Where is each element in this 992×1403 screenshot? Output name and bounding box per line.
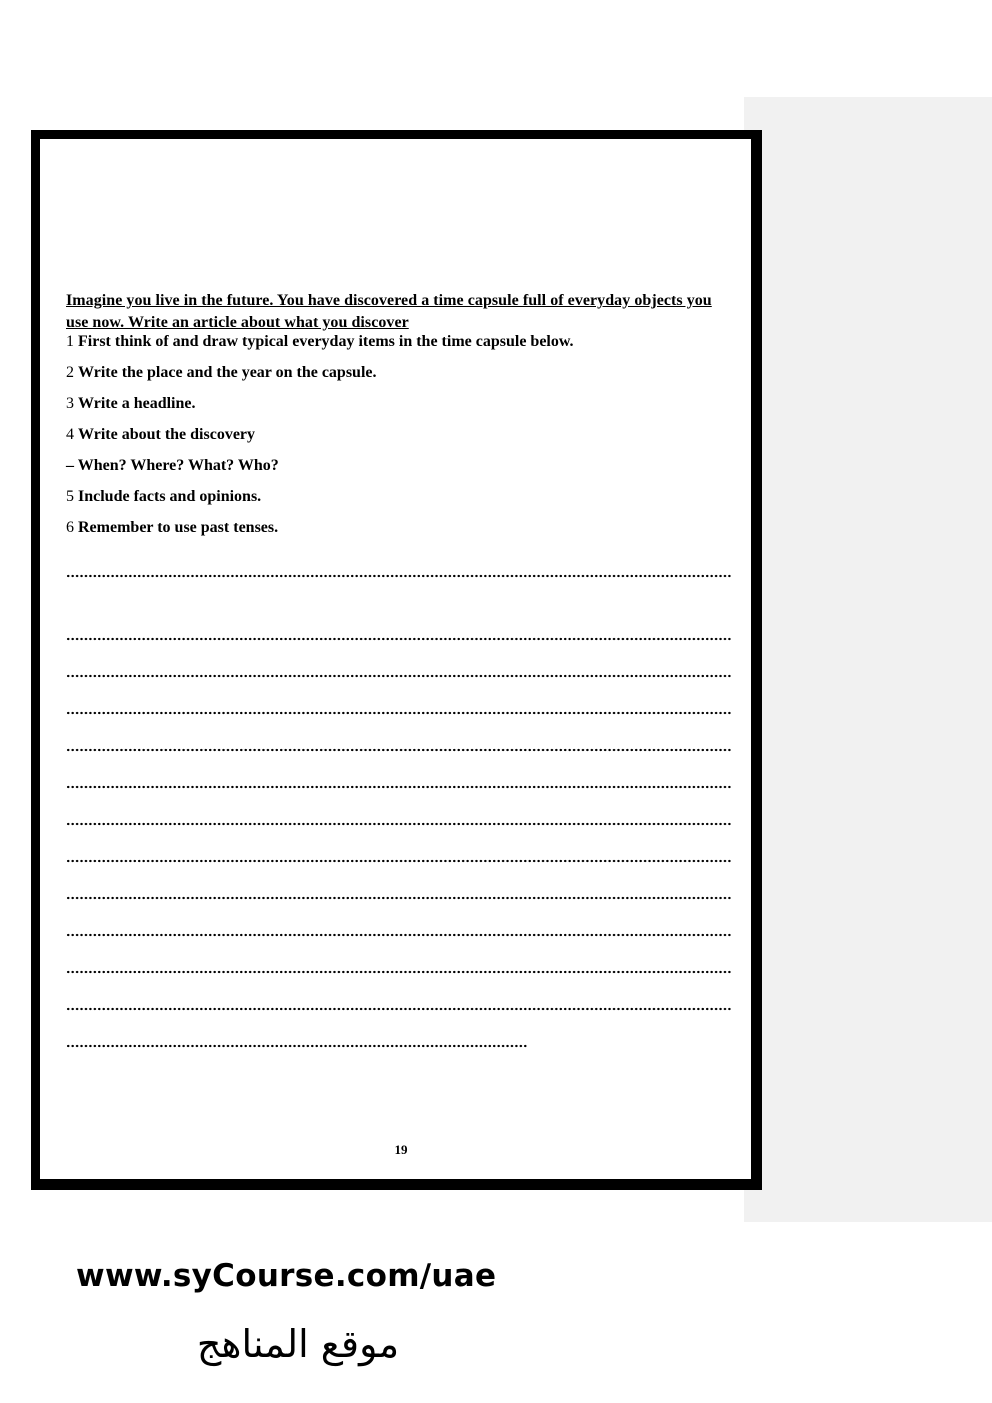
step-item <box>66 393 732 424</box>
writing-line[interactable] <box>66 785 732 789</box>
writing-line[interactable] <box>66 637 732 641</box>
writing-line[interactable] <box>66 896 732 900</box>
step-item <box>66 517 732 548</box>
step-item <box>66 424 732 455</box>
writing-line[interactable] <box>66 1044 528 1048</box>
step-number: 4 <box>66 426 74 443</box>
writing-line[interactable] <box>66 748 732 752</box>
steps-list <box>66 331 732 548</box>
step-number: 6 <box>66 519 74 536</box>
writing-line[interactable] <box>66 933 732 937</box>
step-item <box>66 331 732 362</box>
writing-line[interactable] <box>66 822 732 826</box>
comment-pane <box>744 97 992 1222</box>
writing-line[interactable] <box>66 711 732 715</box>
step-number: 3 <box>66 395 74 412</box>
writing-line[interactable] <box>66 859 732 863</box>
step-item <box>66 455 732 486</box>
page-number: 19 <box>394 1142 408 1157</box>
instruction-title: Imagine you live in the future. You have discovered a time capsule full of everyday objects you use now. Write an article about what you discover <box>66 292 712 331</box>
step-text: Write the place and the year on the capsule. <box>78 364 377 381</box>
step-text: First think of and draw typical everyday items in the time capsule below. <box>78 333 574 350</box>
step-text: Include facts and opinions. <box>78 488 262 505</box>
site-name-arabic: موقع المناهج <box>196 1322 400 1366</box>
step-item <box>66 486 732 517</box>
step-text: Remember to use past tenses. <box>78 519 279 536</box>
site-url[interactable]: www.syCourse.com/uae <box>76 1258 497 1294</box>
writing-line[interactable] <box>66 674 732 678</box>
writing-line[interactable] <box>66 970 732 974</box>
step-item <box>66 362 732 393</box>
step-text: Write about the discovery <box>78 426 256 443</box>
writing-line[interactable] <box>66 574 732 578</box>
step-number: 5 <box>66 488 74 505</box>
step-text: Write a headline. <box>78 395 196 412</box>
step-number: 1 <box>66 333 74 350</box>
step-text: – When? Where? What? Who? <box>66 457 279 474</box>
step-number: 2 <box>66 364 74 381</box>
writing-line[interactable] <box>66 1007 732 1011</box>
worksheet-page <box>31 130 762 1190</box>
